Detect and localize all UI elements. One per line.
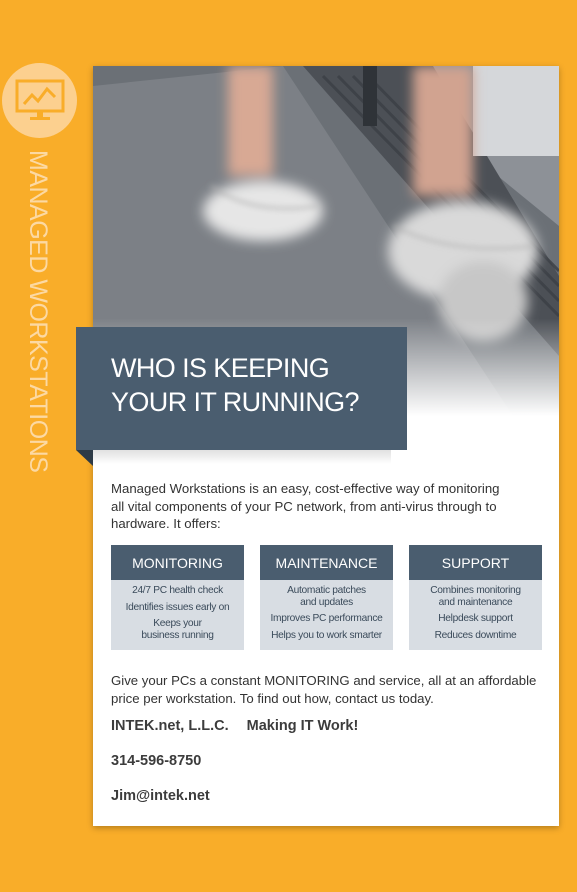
email-link[interactable]: Jim@intek.net — [111, 788, 210, 804]
feature-column-support — [409, 545, 542, 650]
feature-item: 24/7 PC health check — [132, 585, 223, 596]
phone-number[interactable]: 314-596-8750 — [111, 753, 202, 769]
feature-column-maintenance — [260, 545, 393, 650]
feature-item: Reduces downtime — [434, 629, 517, 641]
company-line — [111, 718, 358, 734]
company-tagline: Making IT Work! — [246, 718, 359, 734]
page-title-line-2: YOUR IT RUNNING? — [111, 387, 359, 417]
feature-column-title: MONITORING — [111, 545, 244, 580]
feature-item: Helpdesk support — [438, 613, 513, 624]
company-name: INTEK.net, L.L.C. — [111, 718, 229, 734]
feature-column-title: MAINTENANCE — [260, 545, 393, 580]
section-title-vertical: MANAGED WORKSTATIONS — [24, 150, 52, 473]
feature-column-body — [111, 580, 244, 650]
feature-column-body — [260, 580, 393, 650]
closing-line-1: Give your PCs a constant MONITORING and service, all at an affordable — [111, 673, 537, 688]
page-title-line-1: WHO IS KEEPING — [111, 353, 330, 383]
feature-item: Identifies issues early on — [125, 601, 230, 613]
intro-line-3: hardware. It offers: — [111, 516, 221, 531]
closing-line-2: price per workstation. To find out how, contact us today. — [111, 690, 434, 706]
intro-line-1: Managed Workstations is an easy, cost-effective way of monitoring — [111, 481, 500, 496]
intro-line-2: all vital components of your PC network, from anti-virus through to — [111, 498, 497, 514]
feature-item: Helps you to work smarter — [271, 629, 382, 641]
feature-item: Keeps your business running — [141, 618, 214, 641]
feature-item: Automatic patches and updates — [287, 585, 366, 608]
page-title — [111, 351, 401, 419]
headline-fold — [76, 450, 93, 466]
feature-item: Combines monitoring and maintenance — [430, 585, 521, 608]
headline-shadow — [93, 450, 391, 464]
feature-column-monitoring — [111, 545, 244, 650]
feature-column-body — [409, 580, 542, 650]
feature-column-title: SUPPORT — [409, 545, 542, 580]
monitor-chart-icon — [2, 63, 77, 138]
closing-paragraph — [111, 672, 541, 707]
feature-item: Improves PC performance — [270, 613, 383, 624]
intro-paragraph — [111, 480, 531, 533]
